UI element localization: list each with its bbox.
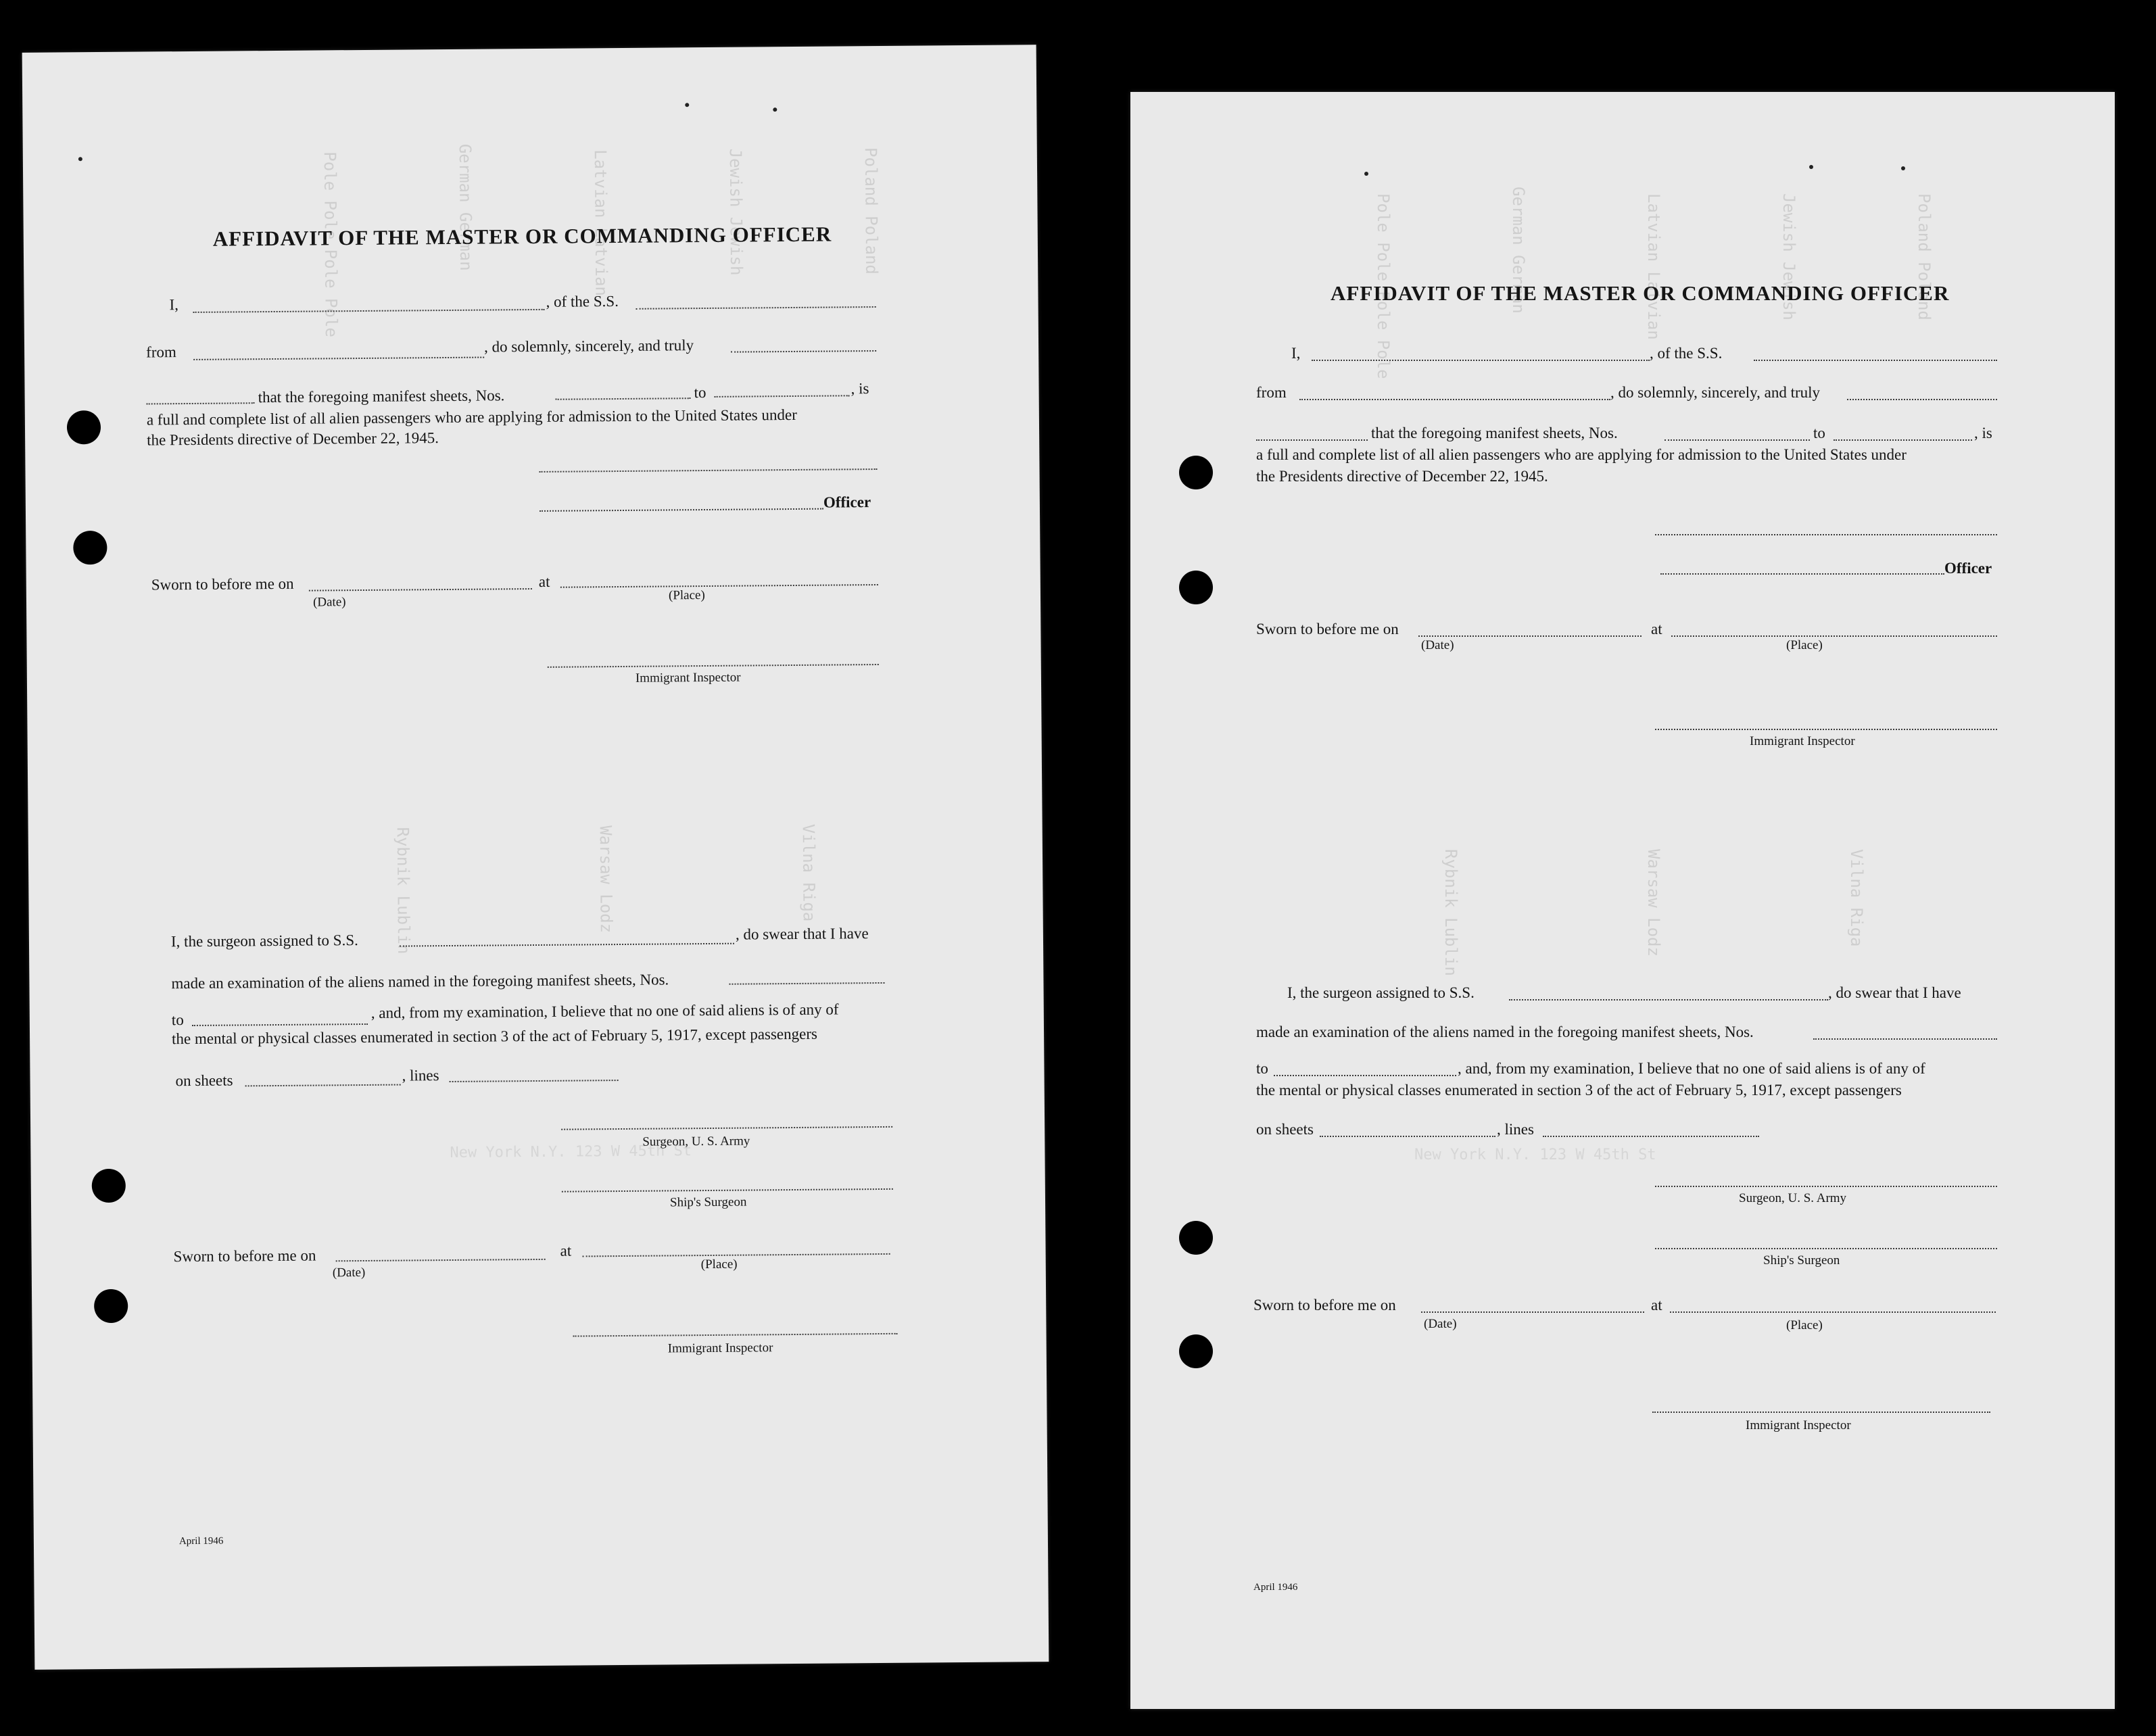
scan-speck [1901,166,1905,170]
sheet-from-field[interactable] [1664,439,1810,441]
exam-sheets-field[interactable] [1813,1038,1997,1040]
bleed-through-text: Latvian Latvian [1644,193,1663,340]
declaration-field[interactable] [1847,399,1997,400]
bleed-through-text: Jewish Jewish [1779,193,1798,320]
sworn-date-field-2[interactable] [1421,1311,1644,1313]
punch-hole [73,531,107,564]
lines-field[interactable] [450,1080,619,1082]
bleed-through-text: Pole Pole Pole Pole [320,151,341,338]
date-caption: (Date) [312,595,346,610]
officer-signature-line-2[interactable] [1660,573,1944,575]
inspector-caption: Immigrant Inspector [1750,734,1855,748]
ship-surgeon-signature[interactable] [562,1188,893,1192]
surgeon-ship-field[interactable] [400,943,734,947]
punch-hole [1179,456,1213,489]
sworn-label-2: Sworn to before me on [1253,1297,1396,1313]
inspector-signature-field-2[interactable] [573,1333,898,1337]
ship-surgeon-signature[interactable] [1655,1248,1997,1249]
to-label-2: to [1256,1060,1268,1077]
bleed-through-text: Rybnik Lublin [1441,849,1460,976]
directive-text: the Presidents directive of December 22, 1945. [1256,468,1548,485]
label-foregoing: that the foregoing manifest sheets, Nos. [1371,425,1618,441]
bleed-through-text: Jewish Jewish [725,148,746,276]
bleed-through-text: New York N.Y. 123 W 45th St [1414,1147,1656,1163]
on-sheets-label: on sheets [1256,1121,1314,1138]
oath-field[interactable] [1256,439,1368,441]
master-name-field[interactable] [193,309,545,313]
punch-hole [1179,571,1213,604]
scan-speck [773,107,777,112]
label-is: , is [1974,425,1992,441]
bleed-through-text: New York N.Y. 123 W 45th St [450,1142,692,1162]
label-foregoing: that the foregoing manifest sheets, Nos. [258,387,505,406]
surgeon-intro: I, the surgeon assigned to S.S. [1287,984,1475,1001]
examination-text: , and, from my examination, I believe that no one of said aliens is of any of [1458,1060,1925,1077]
date-caption: (Date) [1421,638,1454,652]
inspector-caption-2: Immigrant Inspector [1746,1418,1851,1432]
place-caption-2: (Place) [1786,1318,1823,1332]
exam-sheets-to-field[interactable] [1274,1075,1456,1076]
at-label-2: at [1651,1297,1662,1313]
examination-text: , and, from my examination, I believe that no one of said aliens is of any of [370,1000,839,1021]
sheet-from-field[interactable] [556,397,691,400]
bleed-through-text: Warsaw Lodz [596,825,616,934]
bleed-through-text: Rybnik Lublin [393,827,414,955]
exam-sheets-field[interactable] [729,982,884,985]
label-to: to [1813,425,1825,441]
exam-text: made an examination of the aliens named in the foregoing manifest sheets, Nos. [1256,1023,1754,1040]
army-surgeon-signature[interactable] [1655,1186,1997,1187]
declaration-field[interactable] [731,350,876,353]
officer-signature-line-2[interactable] [540,508,823,512]
directive-text: the Presidents directive of December 22, 1945. [147,429,439,449]
label-from: from [146,343,176,361]
place-caption: (Place) [668,588,705,603]
inspector-signature-field-2[interactable] [1652,1412,1990,1413]
sworn-date-field[interactable] [1418,635,1642,637]
surgeon-ship-field[interactable] [1509,999,1828,1000]
form-title: AFFIDAVIT OF THE MASTER OR COMMANDING OFFICER [212,222,832,251]
scan-speck [1809,165,1813,169]
sworn-place-field-2[interactable] [583,1253,890,1257]
bleed-through-text: Latvian Latvian [590,149,611,297]
sworn-date-field-2[interactable] [336,1259,546,1261]
punch-hole [1179,1221,1213,1255]
right-form-sheet [1130,92,2115,1709]
sworn-place-field[interactable] [560,584,878,588]
swear-text: , do swear that I have [1828,984,1961,1001]
sworn-place-field[interactable] [1671,635,1997,637]
master-name-field[interactable] [1312,360,1650,361]
label-from: from [1256,384,1287,401]
date-caption-2: (Date) [332,1265,366,1280]
full-list-text: a full and complete list of all alien passengers who are applying for admission to the United States under [146,406,797,429]
label-solemnly: , do solemnly, sincerely, and truly [483,337,694,356]
bleed-through-text: German German [455,143,476,271]
ship-name-field[interactable] [636,306,876,310]
label-is: , is [851,380,869,397]
inspector-signature-field[interactable] [1655,729,1997,730]
date-caption-2: (Date) [1424,1317,1457,1331]
label-of-ss: , of the S.S. [546,293,619,310]
punch-hole [92,1169,126,1203]
scan-speck [1364,172,1368,176]
ship-name-field[interactable] [1754,360,1997,361]
sworn-label-2: Sworn to before me on [173,1247,316,1265]
place-caption: (Place) [1786,638,1823,652]
surgeon-intro: I, the surgeon assigned to S.S. [170,932,358,950]
label-to: to [694,383,706,402]
label-of-ss: , of the S.S. [1650,345,1723,362]
army-surgeon-caption: Surgeon, U. S. Army [1739,1191,1847,1205]
bleed-through-text: Poland Poland [1915,193,1934,320]
army-surgeon-caption: Surgeon, U. S. Army [642,1134,750,1149]
sworn-place-field-2[interactable] [1670,1311,1996,1313]
punch-hole [94,1289,128,1323]
bleed-through-text: Vilna Riga [1847,849,1866,947]
label-i: I, [169,296,179,314]
army-surgeon-signature[interactable] [561,1126,892,1130]
sheet-to-field[interactable] [715,395,850,397]
sheet-to-field[interactable] [1834,439,1972,441]
on-sheets-field[interactable] [245,1084,401,1087]
full-list-text: a full and complete list of all alien passengers who are applying for admission to the United States under [1256,446,1907,463]
officer-signature-line-1[interactable] [540,468,878,473]
bleed-through-text: Poland Poland [861,147,882,275]
to-label-2: to [171,1011,184,1029]
label-solemnly: , do solemnly, sincerely, and truly [1610,384,1821,401]
at-label-2: at [560,1242,572,1259]
officer-label: Officer [1944,560,1992,577]
inspector-signature-field[interactable] [548,664,879,668]
form-title: AFFIDAVIT OF THE MASTER OR COMMANDING OFFICER [1331,281,1950,305]
lines-label: , lines [402,1067,439,1084]
bleed-through-text: Pole Pole Pole Pole [1374,193,1393,379]
ship-surgeon-caption: Ship's Surgeon [669,1195,747,1210]
punch-hole [1179,1334,1213,1368]
at-label: at [1651,621,1662,637]
swear-text: , do swear that I have [735,925,869,943]
place-caption-2: (Place) [700,1257,738,1272]
officer-label: Officer [823,493,871,511]
exam-sheets-to-field[interactable] [192,1023,368,1026]
inspector-caption-2: Immigrant Inspector [667,1341,773,1356]
mental-classes-text: the mental or physical classes enumerated in section 3 of the act of February 5, 1917, except passengers [171,1025,817,1048]
bleed-through-text: Vilna Riga [798,823,819,922]
from-field[interactable] [1299,399,1610,400]
lines-label: , lines [1497,1121,1534,1138]
sworn-label: Sworn to before me on [151,575,294,594]
form-date-footer: April 1946 [178,1535,224,1547]
oath-field[interactable] [147,402,255,404]
form-date-footer: April 1946 [1253,1582,1298,1593]
punch-hole [67,410,101,444]
scan-speck [685,103,689,107]
from-field[interactable] [193,357,484,360]
inspector-caption: Immigrant Inspector [635,670,741,685]
at-label: at [538,573,550,590]
left-form-sheet [22,45,1049,1670]
officer-signature-line-1[interactable] [1655,534,1997,535]
on-sheets-label: on sheets [175,1071,233,1090]
scan-speck [78,157,82,161]
label-i: I, [1291,345,1301,362]
sworn-date-field[interactable] [309,588,532,592]
ship-surgeon-caption: Ship's Surgeon [1763,1253,1840,1268]
sworn-label: Sworn to before me on [1256,621,1399,637]
mental-classes-text: the mental or physical classes enumerated in section 3 of the act of February 5, 1917, except passengers [1256,1082,1902,1099]
exam-text: made an examination of the aliens named in the foregoing manifest sheets, Nos. [171,971,669,992]
on-sheets-field[interactable] [1320,1136,1495,1137]
bleed-through-text: German German [1509,187,1528,314]
bleed-through-text: Warsaw Lodz [1644,849,1663,957]
lines-field[interactable] [1543,1136,1759,1137]
